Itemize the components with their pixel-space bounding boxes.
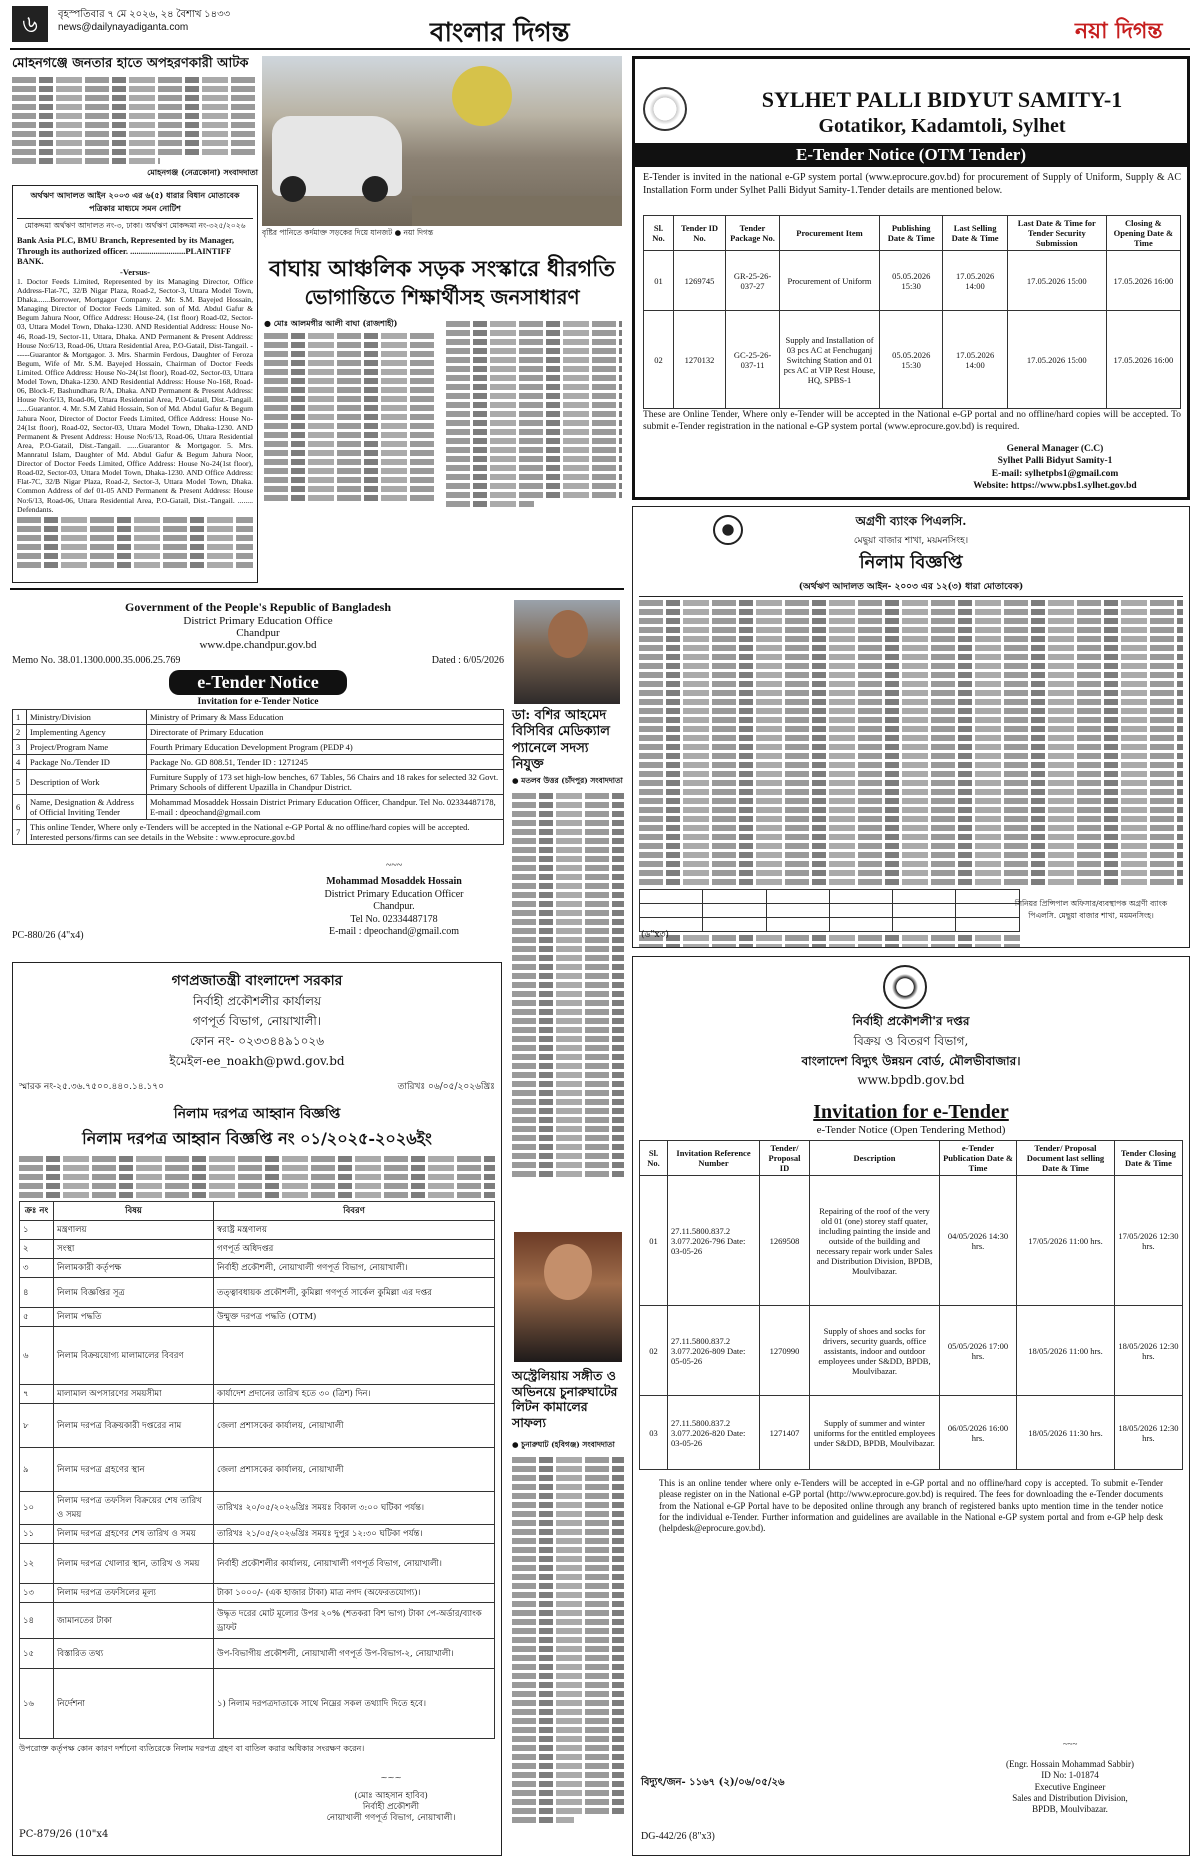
pwd-dept: গণপূর্ত বিভাগ, নোয়াখালী। [192, 1014, 322, 1028]
plaintiff: Bank Asia PLC, BMU Branch, Represented by its Manager, Through its authorized officer. ..........................PLAINTIFF BANK. [17, 235, 234, 267]
dpe-web: www.dpe.chandpur.gov.bd [199, 639, 317, 651]
table-row: ১ মন্ত্রণালয় স্বরাষ্ট্র মন্ত্রণালয় [20, 1221, 495, 1240]
versus: -Versus- [120, 266, 150, 277]
doctor-byline: ● মতলব উত্তর (চাঁদপুর) সংবাদদাতা [512, 776, 623, 785]
pwd-noakhali-auction [12, 962, 502, 1856]
agrani-code: (৬"x৩) [641, 930, 669, 940]
doctor-photo [514, 600, 620, 704]
dpe-sub: Invitation for e-Tender Notice [197, 697, 319, 707]
pwd-note: উপরোক্ত কর্তৃপক্ষ কোন কারণ দর্শানো ব্যতিরেকে নিলাম দরপত্র গ্রহণ বা বাতিল করার অধিকার সংরক্ষণ করেন। [19, 1744, 365, 1753]
header-date: বৃহস্পতিবার ৭ মে ২০২৬, ২৪ বৈশাখ ১৪৩৩ [58, 9, 231, 20]
main-headline-1: বাঘায় আঞ্চলিক সড়ক সংস্কারে ধীরগতি [269, 256, 615, 282]
pwd-table: ক্রঃ নং বিষয় বিবরণ ১ মন্ত্রণালয় স্বরাষ্ট্র মন্ত্রণালয় ২ সংস্থা গণপূর্ত অধিদপ্তর ৩ নিলামকারী কর্তৃপক্ষ নির্বাহী প্রকৌশলী, নোয়াখালী গণপূর্ত বিভাগ, নোয়াখালী। ৪ নিলাম বিজ্ঞপ্তির সূত্র তত্ত্বাবধায়ক প্রকৌশলী, কুমিল্লা গণপূর্ত সার্কেল কুমিল্লা এর দপ্তর ৫ নিলাম পদ্ধতি উন্মুক্ত দরপত্র পদ্ধতি (OTM) ৬ নিলাম বিক্রয়যোগ্য মালামালের বিবরণ ৭ মালামাল অপসারণের সময়সীমা কার্যাদেশ প্রদানের তারিখ হতে ৩০ (ত্রিশ) দিন। ৮ নিলাম দরপত্র বিক্রয়কারী দপ্তরের নাম জেলা প্রশাসকের কার্যালয়, নোয়াখালী ৯ নিলাম দরপত্র গ্রহণের স্থান জেলা প্রশাসকের কার্যালয়, নোয়াখালী ১০ নিলাম দরপত্র তফসিল বিক্রয়ের শেষ তারিখ ও সময় তারিখঃ ২০/০৫/২০২৬খ্রিঃ সময়ঃ বিকাল ৩:০০ ঘটিকা পর্যন্ত। ১১ নিলাম দরপত্র গ্রহণের শেষ তারিখ ও সময় তারিখঃ ২১/০৫/২০২৬খ্রিঃ সময়ঃ দুপুর ১২:৩০ ঘটিকা পর্যন্ত। ১২ নিলাম দরপত্র খোলার স্থান, তারিখ ও সময় নির্বাহী প্রকৌশলীর কার্যালয়, নোয়াখালী গণপূর্ত বিভাগ, নোয়াখালী। ১৩ নিলাম দরপত্র তফসিলের মূল্য টাকা ১০০০/- (এক হাজার টাকা) মাত্র নগদ (অফেরতযোগ্য)। ১৪ জামানতের টাকা উদ্ধৃত দরের মোট মূল্যের উপর ২০% (শতকরা বিশ ভাগ) টাকা পে-অর্ডার/ব্যাংক ড্রাফট ১৫ বিস্তারিত তথ্য উপ-বিভাগীয় প্রকৌশলী, নোয়াখালী গণপূর্ত উপ-বিভাগ-২, নোয়াখালী। ১৬ নির্দেশনা ১) নিলাম দরপত্রদাতাকে সাথে নিম্নের সকল তথ্যাদি দিতে হবে। [19, 1201, 495, 1739]
dpe-place: Chandpur [236, 627, 280, 639]
pwd-intro [19, 1156, 495, 1198]
pbs-intro: E-Tender is invited in the national e-GP system portal (www.eprocure.gov.bd) for procurement of Supply of Uniform, Supply & AC Installation Form under Sylhet Palli Bidyut Samity-1.Tender details are mentioned below. [643, 172, 1181, 196]
table-row: ৯ নিলাম দরপত্র গ্রহণের স্থান জেলা প্রশাসকের কার্যালয়, নোয়াখালী [20, 1448, 495, 1492]
pbs-tender-bar: E-Tender Notice (OTM Tender) [635, 143, 1187, 167]
notice-body [17, 517, 253, 568]
table-row: 6 Name, Designation & Address of Official Inviting Tender Mohammad Mosaddek Hossain District Primary Education Officer, Chandpur. Tel No. 02334487178, E-mail : dpeochand@gmail.com [13, 795, 504, 820]
main-story-col-1 [264, 330, 436, 504]
dpe-date: Dated : 6/05/2026 [431, 655, 504, 666]
agrani-bank-auction [632, 506, 1190, 948]
table-row: ৬ নিলাম বিক্রয়যোগ্য মালামালের বিবরণ [20, 1327, 495, 1385]
agrani-sub: (অর্থঋণ আদালত আইন- ২০০৩ এর ১২(৩) ধারা মোতাবেক) [639, 579, 1183, 597]
table-row: ১২ নিলাম দরপত্র খোলার স্থান, তারিখ ও সময় নির্বাহী প্রকৌশলীর কার্যালয়, নোয়াখালী গণপূর্ত বিভাগ, নোয়াখালী। [20, 1544, 495, 1584]
header-rule [10, 48, 1190, 50]
table-row: ১৪ জামানতের টাকা উদ্ধৃত দরের মোট মূল্যের উপর ২০% (শতকরা বিশ ভাগ) টাকা পে-অর্ডার/ব্যাংক ড্রাফট [20, 1603, 495, 1639]
table-row: 4 Package No./Tender ID Package No. GD 808.51, Tender ID : 1271245 [13, 755, 504, 770]
agrani-bank-name: অগ্রণী ব্যাংক পিএলসি. [855, 514, 967, 528]
singer-headline: অস্ট্রেলিয়ায় সঙ্গীত ও অভিনয়ে চুনারুঘাটের লিটন কামালের সাফল্য [512, 1368, 618, 1430]
bpdb-web: www.bpdb.gov.bd [857, 1073, 965, 1087]
agrani-signature: সিনিয়র প্রিন্সিপাল অফিসার/ব্যবস্থাপক অগ্রণী ব্যাংক পিএলসি. মেছুয়া বাজার শাখা, ময়মনসিংহ। [1014, 899, 1168, 920]
sylhet-pbs-notice [632, 56, 1190, 500]
table-row: ৩ নিলামকারী কর্তৃপক্ষ নির্বাহী প্রকৌশলী, নোয়াখালী গণপূর্ত বিভাগ, নোয়াখালী। [20, 1259, 495, 1278]
pbs-title: SYLHET PALLI BIDYUT SAMITY-1 [761, 87, 1123, 112]
bpdb-office: নির্বাহী প্রকৌশলী'র দপ্তর [852, 1014, 970, 1028]
agrani-body [639, 600, 1183, 885]
pwd-title-1: নিলাম দরপত্র আহ্বান বিজ্ঞপ্তি [173, 1106, 341, 1122]
table-row: 03 27.11.5800.837.2 3.077.2026-820 Date: 03-05-26 1271407 Supply of summer and winter uniforms for the entitled employees under S&DD, BPDB, Moulvibazar. 06/05/2026 16:00 hrs. 18/05/2026 11:30 hrs. 18/05/2026 12:30 hrs. [640, 1396, 1183, 1470]
left-story-body [12, 77, 258, 164]
dpe-banner: e-Tender Notice [169, 670, 346, 695]
bpdb-code: DG-442/26 (8"x3) [641, 1831, 715, 1842]
pwd-email: ইমেইল-ee_noakh@pwd.gov.bd [169, 1054, 345, 1068]
left-story [12, 56, 258, 180]
bpdb-memo: বিদ্যুৎ/জন- ১১৬৭ (২)/০৬/০৫/২৬ [641, 1777, 785, 1788]
pbs-signature: General Manager (C.C) Sylhet Palli Bidyut Samity-1 E-mail: sylhetpbs1@gmail.com Website: https://www.pbs1.sylhet.gov.bd [973, 444, 1137, 492]
pwd-gov: গণপ্রজাতন্ত্রী বাংলাদেশ সরকার [171, 973, 343, 989]
bpdb-logo-icon [883, 965, 927, 1009]
pwd-office: নির্বাহী প্রকৌশলীর কার্যালয় [192, 994, 322, 1008]
bpdb-sub: e-Tender Notice (Open Tendering Method) [816, 1124, 1006, 1136]
section-title: বাংলার দিগন্ত [430, 18, 570, 48]
masthead-logo: নয়া দিগন্ত [1075, 18, 1163, 44]
pwd-date: তারিখঃ ০৬/০৫/২০২৬খ্রিঃ [397, 1082, 495, 1092]
table-row: ১৫ বিস্তারিত তথ্য উপ-বিভাগীয় প্রকৌশলী, নোয়াখালী গণপূর্ত উপ-বিভাগ-২, নোয়াখালী। [20, 1639, 495, 1669]
dpe-table [12, 709, 504, 845]
bpdb-footer: This is an online tender where only e-Tenders will be accepted in e-GP portal and no offline/hard copy is accepted. To submit e-Tender please register on in the National e-GP portal (http://www.eprocure.gov.bd) is required. The fees for downloading the e-Tender documents from the National e-GP Portal have to be deposited online through any branch of registered banks upto mention time in the tender notice for the individual e-Tender. Further information and guidelines are available in the National e-GP system portal and from e-GP help desk (helpdesk@eprocure.gov.bd). [659, 1478, 1163, 1533]
singer-photo [514, 1232, 622, 1362]
doctor-story-body [512, 790, 624, 1180]
table-row: ১১ নিলাম দরপত্র গ্রহণের শেষ তারিখ ও সময় তারিখঃ ২১/০৫/২০২৬খ্রিঃ সময়ঃ দুপুর ১২:৩০ ঘটিকা পর্যন্ত। [20, 1525, 495, 1544]
table-row: ১৬ নির্দেশনা ১) নিলাম দরপত্রদাতাকে সাথে নিম্নের সকল তথ্যাদি দিতে হবে। [20, 1669, 495, 1739]
dpe-office: District Primary Education Office [183, 615, 333, 627]
main-story-col-2 [446, 318, 622, 510]
table-row: 02 1270132 GC-25-26-037-11 Supply and Installation of 03 pcs AC at Fenchuganj Switching Station and 01 pcs AC at VIP Rest House, HQ, SPBS-1 05.05.2026 15:30 17.05.2026 14:00 17.05.2026 15:00 17.05.2026 16:00 [644, 311, 1181, 409]
table-row: 1 Ministry/Division Ministry of Primary & Mass Education [13, 710, 504, 725]
table-row: ২ সংস্থা গণপূর্ত অধিদপ্তর [20, 1240, 495, 1259]
pbs-subtitle: Gotatikor, Kadamtoli, Sylhet [818, 115, 1066, 137]
agrani-schedule-table [639, 889, 1020, 932]
pbs-footer: These are Online Tender, Where only e-Tender will be accepted in the National e-GP portal and no offline/hard copies will be accepted. To submit e-Tender registration in the national e-GP system portal (www.eprocure.gov.bd) is required. [643, 410, 1181, 433]
agrani-footer-body [639, 935, 1020, 948]
main-byline: ● মোঃ আলমগীর আলী বাঘা (রাজশাহী) [264, 318, 398, 328]
singer-byline: ● চুনারুঘাট (হবিগঞ্জ) সংবাদদাতা [512, 1440, 615, 1449]
main-headline-2: ভোগান্তিতে শিক্ষার্থীসহ জনসাধারণ [304, 285, 580, 309]
pwd-signature: ~~~ (মোঃ আহসান হাবিব) নির্বাহী প্রকৌশলী নোয়াখালী গণপূর্ত বিভাগ, নোয়াখালী। [326, 1773, 456, 1824]
bpdb-signature: ~~~ (Engr. Hossain Mohammad Sabbir) ID No: 1-01874 Executive Engineer Sales and Distribution Division, BPDB, Moulvibazar. [1006, 1739, 1134, 1814]
table-row: ১০ নিলাম দরপত্র তফসিল বিক্রয়ের শেষ তারিখ ও সময় তারিখঃ ২০/০৫/২০২৬খ্রিঃ সময়ঃ বিকাল ৩:০০ ঘটিকা পর্যন্ত। [20, 1492, 495, 1525]
photo-caption: বৃষ্টির পানিতে কর্দমাক্ত সড়কের দিয়ে যানজট ● নয়া দিগন্ত [262, 228, 434, 237]
dpe-chandpur-notice [12, 600, 504, 958]
table-row: 01 1269745 GR-25-26-037-27 Procurement of Uniform 05.05.2026 15:30 17.05.2026 14:00 17.05.2026 15:00 17.05.2026 16:00 [644, 251, 1181, 311]
table-row: 01 27.11.5800.837.2 3.077.2026-796 Date: 03-05-26 1269508 Repairing of the roof of the very old 01 (one) storey staff quater, including painting the inside and outside of the building and necessary repair work under Sales and Distribution Division, BPDB, Moulvibazar. 04/05/2026 14:30 hrs. 17/05/2026 11:00 hrs. 17/05/2026 12:30 hrs. [640, 1176, 1183, 1306]
dpe-memo: Memo No. 38.01.1300.000.35.006.25.769 [12, 655, 181, 666]
dpe-gov: Government of the People's Republic of Bangladesh [125, 600, 391, 614]
notice-title: অর্থঋণ আদালত আইন ২০০৩ এর ৬(৫) ধারার বিধান মোতাবেক পত্রিকার মাধ্যমে সমন নোটিশ [17, 190, 253, 219]
bpdb-title: Invitation for e-Tender [813, 1101, 1009, 1123]
doctor-headline: ডা: বশির আহমেদ বিসিবির মেডিক্যাল প্যানেলে সদস্য নিযুক্ত [512, 708, 610, 772]
singer-story-body [512, 1454, 624, 1826]
table-row: ১৩ নিলাম দরপত্র তফসিলের মূল্য টাকা ১০০০/- (এক হাজার টাকা) মাত্র নগদ (অফেরতযোগ্য)। [20, 1584, 495, 1603]
table-row: 5 Description of Work Furniture Supply of 173 set high-low benches, 67 Tables, 56 Chairs and 18 rakes for selected 32 Govt. Primary Schools of different Upazilla in Chandpur District. [13, 770, 504, 795]
bank-asia-summons-notice [12, 185, 258, 583]
defendants: 1. Doctor Feeds Limited, Represented by its Managing Director, Office Address-Flat-7C, 32/B Nigar Plaza, Road-2, Sector-3, Uttara Model Town, Dhaka.......Borrower, Mortgagor Company. 2. Mr. S.M. Bayejed Hossain, Managing Director of Doctor Feeds Limited. son of Md. Abdul Gafur & Begum Jahura Noor, Office Address: House-24, (1st floor) Road-02, Sector-03, Uttara Model Town, Dhaka-1230. AND Residential Address: House No-46, Road-19, Sector-11, Uttara, Dhaka. AND Permanent & Present Address: House No:6/13, Road-06, Uttara Residential Area, P.O-Gatail, Dist-Tangail. ------Guarantor & Mortgagor. 3. Mrs. Sharmin Ferdous, Daughter of Feroza Begum, Wife of Mr. S.M. Bayejed Hossain, Chairman of Doctor Feeds Limited. Office Address: House No-24(1st floor), Road-02, Sector-03, Uttara Model Town, Dhaka-1230. AND Residential Address: House No-168, Road-06, Block-F, Bashundhara R/A, Dhaka. AND Permanent & Present Address: House No:6/13, Road-06, Uttara Residential Area, P.O-Gatail, Dist.-Tangail. ......Guarantor. 4. Mr. S.M Zahid Hossain, Son of Md. Abdul Gafur & Begum Jahura Noor, Director of Doctor Feeds Limited, Office Address: House No-24(1st floor), Road-02, Sector-03, Uttara Model Town, Dhaka-1230. AND Permanent & Present Address: House No:6/13, Road-06, Uttara Residential Area, P.O-Gatail, Dist.-Tangail. ......Guarantor & Mortgagor. 5. Mrs. Mannratul Islam, Daughter of Md. Abdul Gafur & Begum Jahura Noor, Director of Doctor Feeds Limited, Office Address: House No-24(1st floor), Road-02, Sector-03, Uttara Model Town, Dhaka-1230. AND Office Address: Flat-7C, 32/B Nigar Plaza, Road-2, Sector-3, Uttara Model Town, Dhaka. Common Address of def 01-05 AND Permanent & Present Address: House No:6/13, Road-06, Uttara Residential Area, P.O-Gatail, Dist.-Tangail. ........ Defendants. [17, 276, 253, 514]
table-row: 2 Implementing Agency Directorate of Primary Education [13, 725, 504, 740]
agrani-title: নিলাম বিজ্ঞপ্তি [859, 552, 963, 573]
case-number: মোকদ্দমা অর্থঋণ আদালত নং-৩, ঢাকা। অর্থঋণ মোকদ্দমা নং-৩২৫/২০২৬ [24, 221, 246, 230]
table-row: 3 Project/Program Name Fourth Primary Education Development Program (PEDP 4) [13, 740, 504, 755]
dpe-code: PC-880/26 (4"x4) [12, 930, 84, 941]
pwd-code: PC-879/26 (10"x4 [19, 1829, 109, 1840]
header-email: news@dailynayadiganta.com [58, 22, 189, 33]
bpdb-etender-notice [632, 956, 1190, 1856]
section-rule [10, 588, 624, 590]
agrani-branch: মেছুয়া বাজার শাখা, ময়মনসিংহ। [853, 536, 969, 546]
page-number: ৬ [12, 6, 48, 42]
bpdb-dept: বিক্রয় ও বিতরণ বিভাগ, [853, 1034, 969, 1048]
pbs-tender-table: Sl. No. Tender ID No. Tender Package No. Procurement Item Publishing Date & Time Last Selling Date & Time Last Date & Time for Tender Security Submission Closing & Opening Date & Time 01 1269745 GR-25-26-037-27 Procurement of Uniform 05.05.2026 15:30 17.05.2026 14:00 17.05.2026 15:00 17.05.2026 16:00 02 1270132 GC-25-26-037-11 Supply and Installation of 03 pcs AC at Fenchuganj Switching Station and 01 pcs AC at VIP Rest House, HQ, SPBS-1 05.05.2026 15:30 17.05.2026 14:00 17.05.2026 15:00 17.05.2026 16:00 [643, 215, 1181, 409]
pwd-memo: স্মারক নং-২৫.৩৬.৭৫০০.৪৪০.১৪.১৭০ [19, 1082, 165, 1092]
agrani-logo-icon [713, 515, 743, 545]
table-row: ৫ নিলাম পদ্ধতি উন্মুক্ত দরপত্র পদ্ধতি (OTM) [20, 1308, 495, 1327]
pwd-phone: ফোন নং- ০২৩৩৪৪৯১০২৬ [189, 1034, 325, 1048]
table-row: ৭ মালামাল অপসারণের সময়সীমা কার্যাদেশ প্রদানের তারিখ হতে ৩০ (ত্রিশ) দিন। [20, 1385, 495, 1404]
table-row: ৪ নিলাম বিজ্ঞপ্তির সূত্র তত্ত্বাবধায়ক প্রকৌশলী, কুমিল্লা গণপূর্ত সার্কেল কুমিল্লা এর দপ্তর [20, 1278, 495, 1308]
table-row: 02 27.11.5800.837.2 3.077.2026-809 Date: 05-05-26 1270990 Supply of shoes and socks for drivers, security guards, office assistants, indoor and outdoor employees under S&DD, BPDB, Moulvibazar. 05/05/2026 17:00 hrs. 18/05/2026 11:00 hrs. 18/05/2026 12:30 hrs. [640, 1306, 1183, 1396]
bpdb-board: বাংলাদেশ বিদ্যুৎ উন্নয়ন বোর্ড, মৌলভীবাজার। [801, 1054, 1021, 1068]
road-photo [262, 56, 622, 226]
pbs-logo-icon [643, 87, 687, 131]
dpe-signature: ~~~ Mohammad Mosaddek Hossain District Primary Education Officer Chandpur. Tel No. 02334487178 E-mail : dpeochand@gmail.com [324, 860, 464, 937]
table-row: ৮ নিলাম দরপত্র বিক্রয়কারী দপ্তরের নাম জেলা প্রশাসকের কার্যালয়, নোয়াখালী [20, 1404, 495, 1448]
bpdb-table: Sl. No. Invitation Reference Number Tender/ Proposal ID Description e-Tender Publication Date & Time Tender/ Proposal Document last selling Date & Time Tender Closing Date & Time 01 27.11.5800.837.2 3.077.2026-796 Date: 03-05-26 1269508 Repairing of the roof of the very old 01 (one) storey staff quater, including painting the inside and outside of the building and necessary repair work under Sales and Distribution Division, BPDB, Moulvibazar. 04/05/2026 14:30 hrs. 17/05/2026 11:00 hrs. 17/05/2026 12:30 hrs. 02 27.11.5800.837.2 3.077.2026-809 Date: 05-05-26 1270990 Supply of shoes and socks for drivers, security guards, office assistants, indoor and outdoor employees under S&DD, BPDB, Moulvibazar. 05/05/2026 17:00 hrs. 18/05/2026 11:00 hrs. 18/05/2026 12:30 hrs. 03 27.11.5800.837.2 3.077.2026-820 Date: 03-05-26 1271407 Supply of summer and winter uniforms for the entitled employees under S&DD, BPDB, Moulvibazar. 06/05/2026 16:00 hrs. 18/05/2026 11:30 hrs. 18/05/2026 12:30 hrs. [639, 1140, 1183, 1470]
pwd-title-2: নিলাম দরপত্র আহ্বান বিজ্ঞপ্তি নং ০১/২০২৫-২০২৬ইং [82, 1129, 432, 1148]
table-row: 7 This online Tender, Where only e-Tenders will be accepted in the National e-GP Portal & no offline/hard copies will be accepted. Interested persons/firms can see details in the Website : www.eprocure.gov.bd [13, 820, 504, 845]
left-story-signoff: মোহনগঞ্জ (নেত্রকোনা) সংবাদদাতা [147, 166, 258, 177]
left-story-headline: মোহনগঞ্জে জনতার হাতে অপহরণকারী আটক [12, 56, 249, 71]
